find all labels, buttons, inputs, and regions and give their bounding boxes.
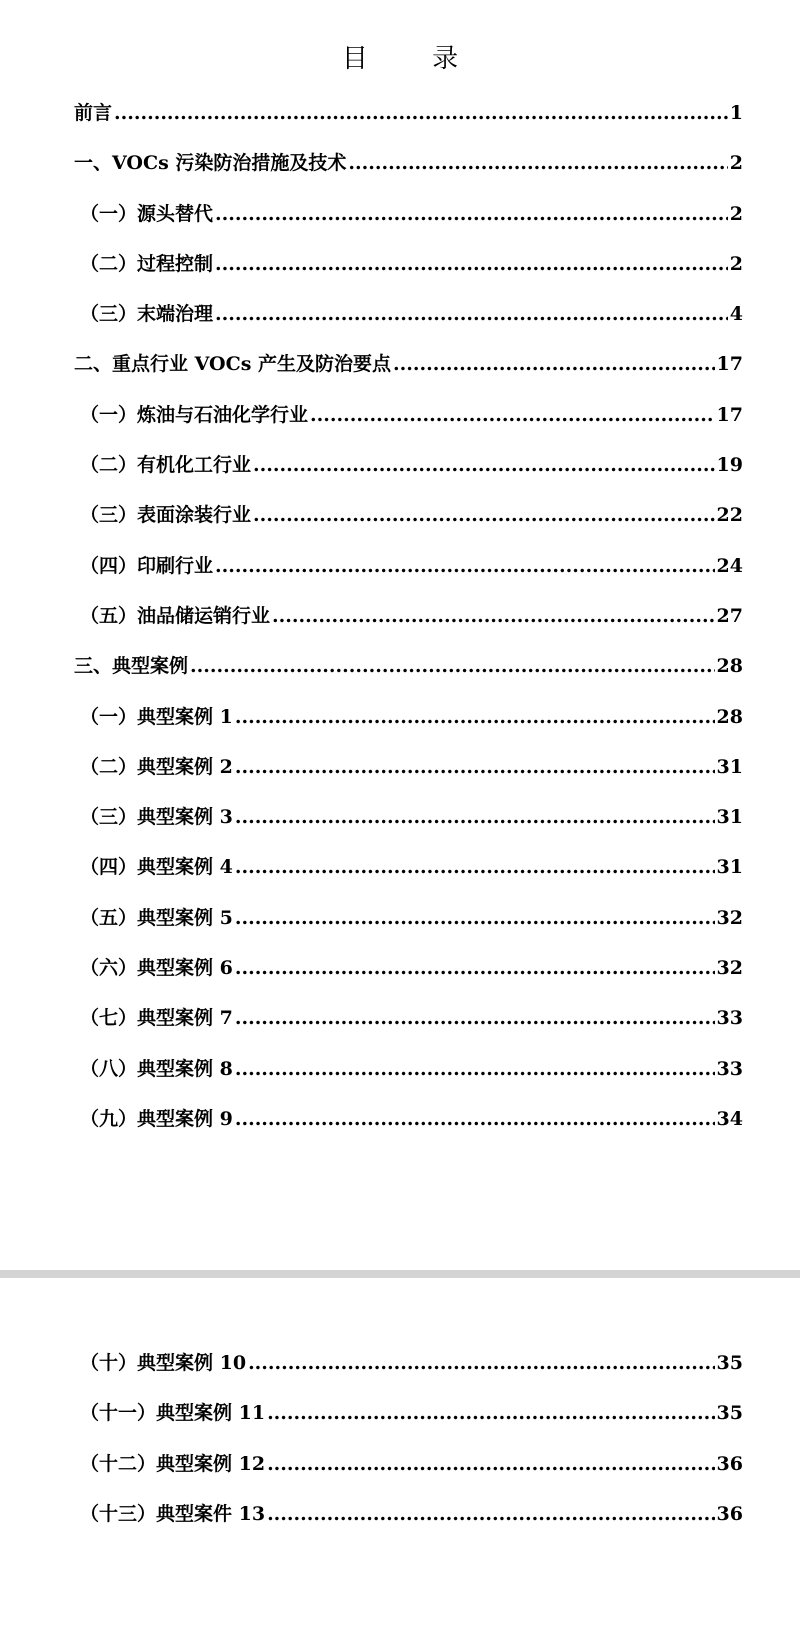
toc-entry-page-number: 31 <box>716 856 743 879</box>
toc-entry-label: 二、重点行业 VOCs 产生及防治要点 <box>74 353 392 376</box>
toc-entry-label: （七）典型案例 7 <box>80 1007 233 1030</box>
toc-entry-page-number: 32 <box>716 957 743 980</box>
toc-entry[interactable] <box>0 390 800 440</box>
toc-entry-page-number: 32 <box>716 906 743 929</box>
dot-leader <box>310 390 715 440</box>
toc-entry-label: （二）有机化工行业 <box>80 454 252 477</box>
toc-entry-page-number: 31 <box>716 806 743 829</box>
toc-entry-label: （五）油品储运销行业 <box>80 604 271 627</box>
toc-entry-page-number: 36 <box>716 1452 743 1475</box>
dot-leader <box>253 440 715 490</box>
toc-entry[interactable] <box>0 1489 800 1539</box>
toc-entry[interactable] <box>0 591 800 641</box>
toc-entry-label: 前言 <box>74 102 113 124</box>
toc-entry[interactable] <box>0 138 800 188</box>
toc-entry[interactable] <box>0 88 800 138</box>
toc-entry-label: （四）印刷行业 <box>80 554 214 577</box>
toc-entry-page-number: 33 <box>716 1007 743 1030</box>
dot-leader <box>235 742 715 792</box>
dot-leader <box>348 138 727 188</box>
toc-entry-page-number: 28 <box>716 705 743 728</box>
toc-entry-label: （十三）典型案件 13 <box>80 1502 266 1525</box>
toc-entry-label: （十）典型案例 10 <box>80 1352 247 1374</box>
toc-entry-page-number: 22 <box>716 504 743 527</box>
toc-entry[interactable] <box>0 289 800 339</box>
dot-leader <box>190 641 715 691</box>
dot-leader <box>253 490 715 540</box>
toc-entry-label: （三）表面涂装行业 <box>80 504 252 527</box>
toc-entry[interactable] <box>0 993 800 1043</box>
toc-entry-label: （五）典型案例 5 <box>80 906 233 929</box>
dot-leader <box>235 1044 715 1094</box>
toc-title: 目 录 <box>341 44 487 74</box>
toc-entry[interactable] <box>0 1338 800 1388</box>
dot-leader <box>235 1094 715 1144</box>
toc-entry[interactable] <box>0 692 800 742</box>
toc-entry-label: （一）炼油与石油化学行业 <box>80 403 309 426</box>
toc-entry-label: 一、VOCs 污染防治措施及技术 <box>74 152 347 175</box>
toc-entry-page-number: 2 <box>729 252 743 275</box>
toc-entry-label: （四）典型案例 4 <box>80 856 233 879</box>
document-page-2 <box>0 1278 800 1638</box>
toc-entry[interactable] <box>0 1439 800 1489</box>
dot-leader <box>267 1388 714 1438</box>
toc-entry[interactable] <box>0 189 800 239</box>
dot-leader <box>235 842 715 892</box>
toc-entry[interactable] <box>0 792 800 842</box>
dot-leader <box>272 591 715 641</box>
toc-entry-page-number: 19 <box>716 454 743 477</box>
toc-entry[interactable] <box>0 1388 800 1438</box>
toc-entry-page-number: 35 <box>716 1402 743 1425</box>
toc-entry-label: （三）典型案例 3 <box>80 806 233 829</box>
toc-entry[interactable] <box>0 541 800 591</box>
toc-entry[interactable] <box>0 893 800 943</box>
dot-leader <box>235 993 715 1043</box>
dot-leader <box>215 239 728 289</box>
dot-leader <box>235 893 715 943</box>
toc-entry-label: （二）过程控制 <box>80 252 214 275</box>
toc-entry-page-number: 17 <box>716 403 743 426</box>
dot-leader <box>248 1338 714 1388</box>
toc-entry[interactable] <box>0 1044 800 1094</box>
toc-entry-page-number: 2 <box>729 152 743 175</box>
toc-entry-label: （一）典型案例 1 <box>80 705 233 728</box>
toc-entry[interactable] <box>0 440 800 490</box>
toc-entry-page-number: 4 <box>729 303 743 326</box>
toc-list <box>0 1338 800 1539</box>
toc-entry-page-number: 35 <box>716 1352 743 1374</box>
dot-leader <box>393 339 715 389</box>
toc-entry-label: （三）末端治理 <box>80 303 214 326</box>
toc-entry[interactable] <box>0 842 800 892</box>
toc-entry-label: 三、典型案例 <box>74 655 189 678</box>
dot-leader <box>235 692 715 742</box>
toc-entry-page-number: 24 <box>716 554 743 577</box>
toc-entry[interactable] <box>0 1094 800 1144</box>
toc-list <box>0 88 800 1144</box>
dot-leader <box>267 1439 714 1489</box>
toc-entry-page-number: 28 <box>716 655 743 678</box>
page-separator <box>0 1270 800 1278</box>
toc-entry-page-number: 17 <box>716 353 743 376</box>
toc-entry-page-number: 33 <box>716 1057 743 1080</box>
toc-entry-label: （六）典型案例 6 <box>80 957 233 980</box>
toc-entry-page-number: 2 <box>729 202 743 225</box>
toc-entry-label: （二）典型案例 2 <box>80 755 233 778</box>
dot-leader <box>267 1489 714 1539</box>
toc-entry-label: （一）源头替代 <box>80 202 214 225</box>
toc-entry[interactable] <box>0 742 800 792</box>
dot-leader <box>215 541 715 591</box>
toc-entry[interactable] <box>0 641 800 691</box>
toc-entry-label: （八）典型案例 8 <box>80 1057 233 1080</box>
toc-entry-page-number: 31 <box>716 755 743 778</box>
toc-entry-label: （十二）典型案例 12 <box>80 1452 266 1475</box>
toc-entry[interactable] <box>0 339 800 389</box>
toc-entry[interactable] <box>0 943 800 993</box>
toc-entry-page-number: 36 <box>716 1502 743 1525</box>
toc-entry-page-number: 1 <box>729 102 743 124</box>
toc-entry-label: （九）典型案例 9 <box>80 1107 233 1130</box>
dot-leader <box>215 189 728 239</box>
dot-leader <box>235 792 715 842</box>
toc-entry[interactable] <box>0 239 800 289</box>
toc-entry-page-number: 34 <box>716 1107 743 1130</box>
toc-entry[interactable] <box>0 490 800 540</box>
dot-leader <box>215 289 728 339</box>
toc-entry-label: （十一）典型案例 11 <box>80 1402 266 1425</box>
dot-leader <box>114 88 728 138</box>
dot-leader <box>235 943 715 993</box>
toc-entry-page-number: 27 <box>716 604 743 627</box>
